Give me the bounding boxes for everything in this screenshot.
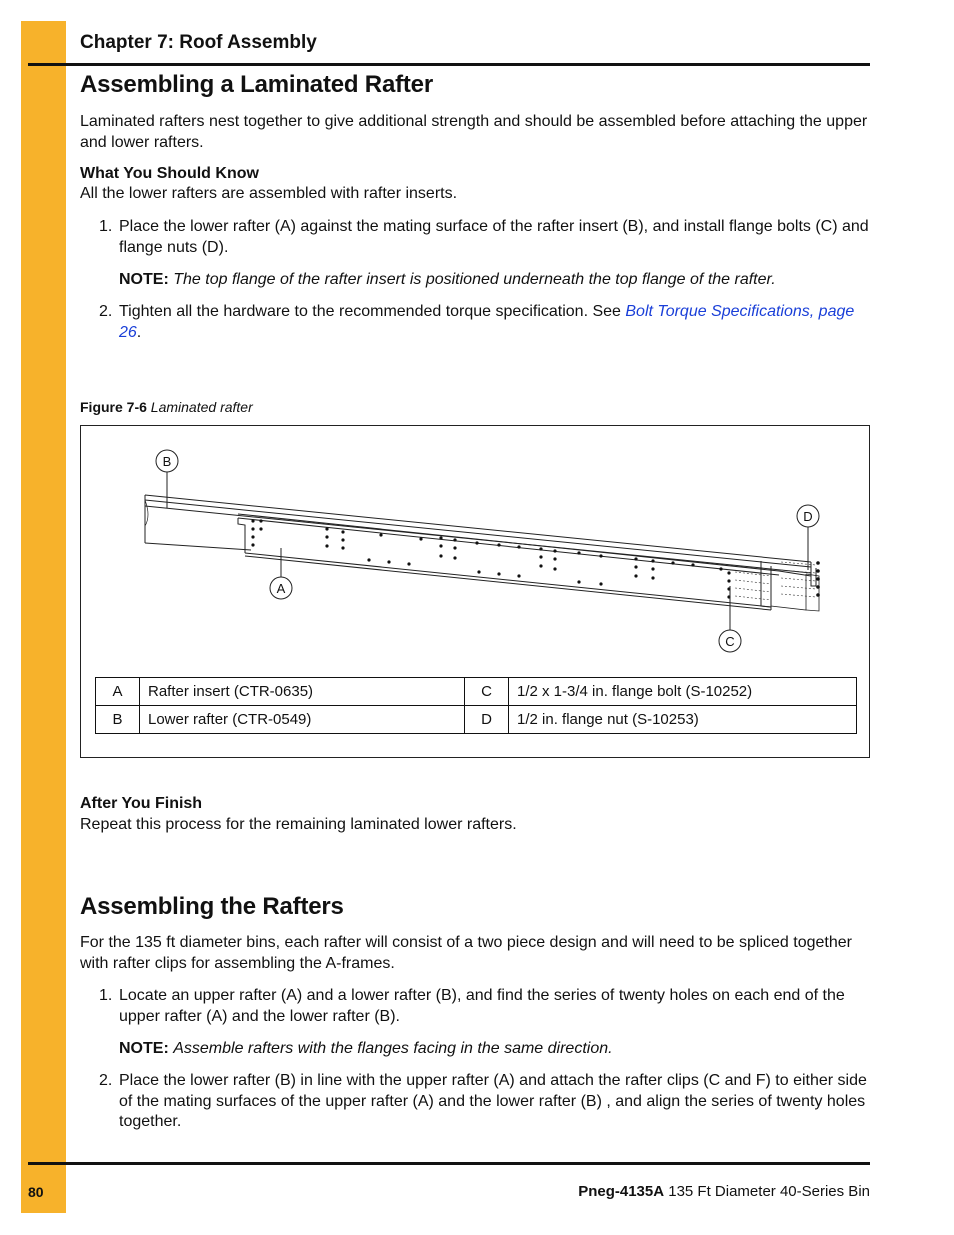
section2-intro: For the 135 ft diameter bins, each rafter will consist of a two piece design and will need to be spliced together with rafter clips for assembling the A-frames. [80, 934, 852, 972]
legend-key: B [96, 706, 140, 734]
legend-key: A [96, 678, 140, 706]
figure-legend-table [95, 677, 857, 734]
step-number: 2. [99, 303, 113, 320]
step-text [119, 302, 871, 343]
note-text: The top flange of the rafter insert is positioned underneath the top flange of the rafter. [173, 271, 776, 288]
callout-c-label: C [725, 634, 735, 649]
legend-row [96, 678, 857, 706]
section1-step-2 [99, 302, 871, 343]
legend-key: D [465, 706, 509, 734]
section1-step-1 [99, 217, 871, 258]
legend-row [96, 706, 857, 734]
step-number: 1. [99, 987, 113, 1004]
step-number: 1. [99, 218, 113, 235]
footer-document-title [578, 1183, 870, 1200]
legend-desc: 1/2 x 1-3/4 in. flange bolt (S-10252) [509, 678, 857, 706]
bolt-torque-link[interactable]: Bolt Torque Specifications, page 26 [119, 303, 855, 341]
after-you-finish-text: Repeat this process for the remaining laminated lower rafters. [80, 816, 517, 833]
section2-step-2 [99, 1071, 871, 1133]
header-rule [28, 63, 870, 66]
callout-d-label: D [803, 509, 813, 524]
chapter-color-tab [21, 21, 66, 1213]
step-text-pre: Tighten all the hardware to the recommended torque specification. See [119, 303, 626, 320]
legend-key: C [465, 678, 509, 706]
callout-b-label: B [162, 454, 172, 469]
figure-title: Laminated rafter [150, 399, 253, 415]
section-title-laminated-rafter: Assembling a Laminated Rafter [80, 71, 433, 98]
legend-desc: 1/2 in. flange nut (S-10253) [509, 706, 857, 734]
chapter-title: Chapter 7: Roof Assembly [80, 32, 317, 53]
section-title-assembling-rafters: Assembling the Rafters [80, 893, 344, 920]
what-you-should-know-text: All the lower rafters are assembled with rafter inserts. [80, 185, 458, 202]
document-id: Pneg-4135A [578, 1183, 665, 1200]
note-text: Assemble rafters with the flanges facing in the same direction. [173, 1040, 613, 1057]
note-label: NOTE: [119, 1040, 169, 1057]
section1-note [119, 270, 869, 291]
after-you-finish-heading: After You Finish [80, 795, 203, 812]
document-name: 135 Ft Diameter 40-Series Bin [668, 1183, 870, 1200]
figure-number: Figure 7-6 [80, 399, 147, 415]
figure-caption [80, 399, 253, 415]
step-text-post: . [136, 323, 142, 341]
footer-rule [28, 1162, 870, 1165]
what-you-should-know-heading: What You Should Know [80, 165, 259, 182]
callout-a-label: A [276, 581, 286, 596]
step-text: Place the lower rafter (A) against the mating surface of the rafter insert (B), and install flange bolts (C) and flange nuts (D). [119, 218, 869, 256]
section1-intro: Laminated rafters nest together to give additional strength and should be assembled before attaching the upper and lower rafters. [80, 113, 868, 151]
step-text: Locate an upper rafter (A) and a lower rafter (B), and find the series of twenty holes on each end of the upper rafter (A) and the lower rafter (B). [119, 987, 845, 1025]
section2-step-1 [99, 986, 871, 1027]
step-number: 2. [99, 1072, 113, 1089]
figure-frame [80, 425, 870, 758]
section2-note [119, 1039, 869, 1060]
legend-desc: Lower rafter (CTR-0549) [140, 706, 465, 734]
step-text: Place the lower rafter (B) in line with the upper rafter (A) and attach the rafter clips (C and F) to either side of the mating surfaces of the upper rafter (A) and the lower rafter (B) , and align the series of twenty holes together. [119, 1072, 867, 1130]
page-number: 80 [28, 1184, 44, 1200]
note-label: NOTE: [119, 271, 169, 288]
legend-desc: Rafter insert (CTR-0635) [140, 678, 465, 706]
